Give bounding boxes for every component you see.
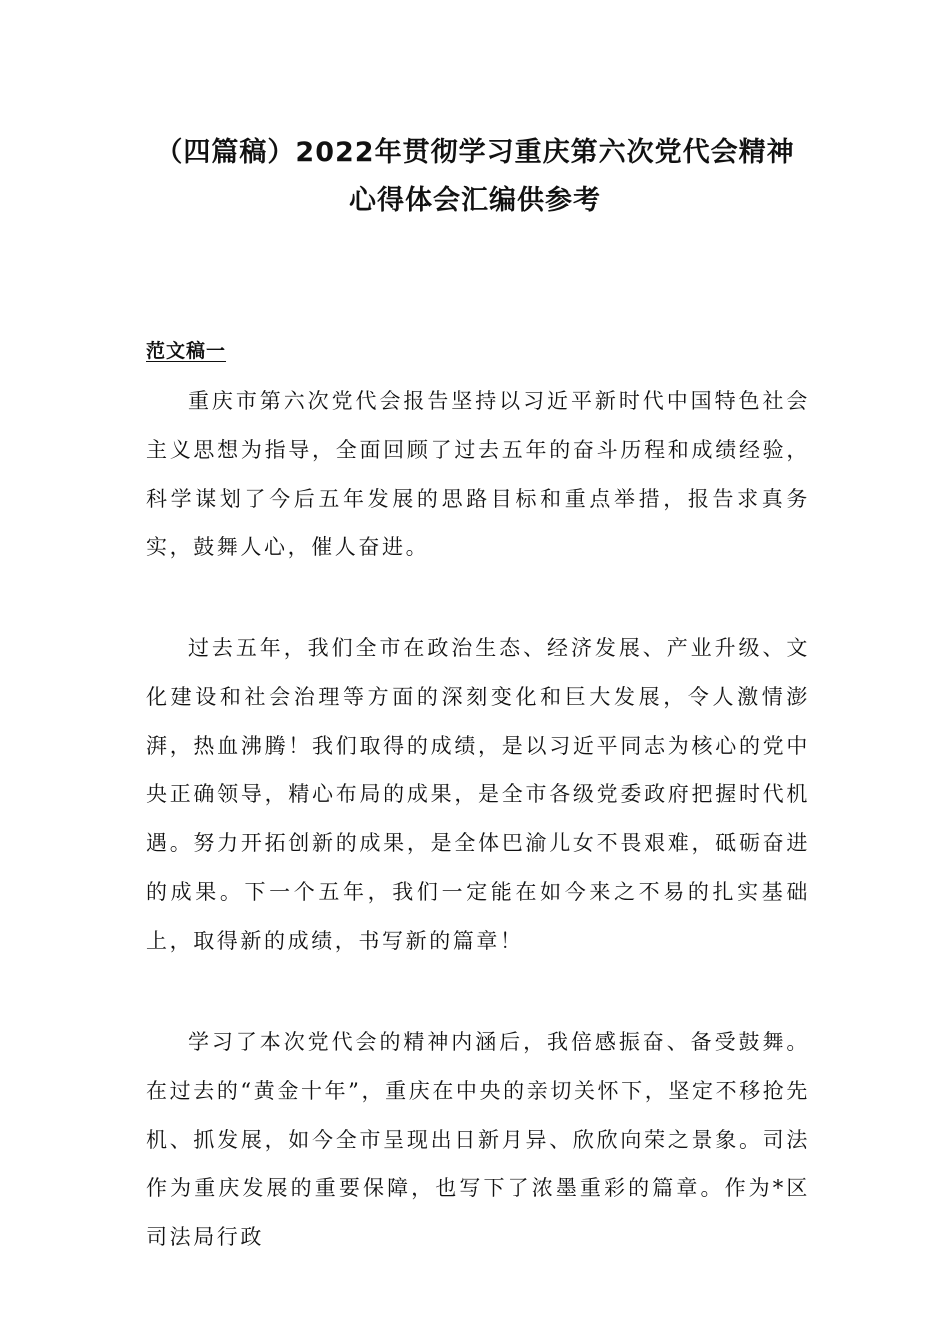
- body-paragraph-2: 过去五年，我们全市在政治生态、经济发展、产业升级、文化建设和社会治理等方面的深刻变化和巨大发展，令人激情澎湃，热血沸腾！我们取得的成绩，是以习近平同志为核心的党中央正确领导，精心布局的成果，是全市各级党委政府把握时代机遇。努力开拓创新的成果，是全体巴渝儿女不畏艰难，砥砺奋进的成果。下一个五年，我们一定能在如今来之不易的扎实基础上，取得新的成绩，书写新的篇章！: [146, 636, 810, 953]
- body-paragraph-3: 学习了本次党代会的精神内涵后，我倍感振奋、备受鼓舞。在过去的“黄金十年”，重庆在中央的亲切关怀下，坚定不移抢先机、抓发展，如今全市呈现出日新月异、欣欣向荣之景象。司法作为重庆发展的重要保障，也写下了浓墨重彩的篇章。作为*区司法局行政: [146, 1030, 810, 1250]
- section-heading: 范文稿一: [146, 340, 227, 362]
- document-title-line-2: 心得体会汇编供参考: [349, 185, 601, 216]
- body-paragraph-1: 重庆市第六次党代会报告坚持以习近平新时代中国特色社会主义思想为指导，全面回顾了过去五年的奋斗历程和成绩经验，科学谋划了今后五年发展的思路目标和重点举措，报告求真务实，鼓舞人心，催人奋进。: [146, 389, 810, 560]
- document-title-line-1: （四篇稿）2022年贯彻学习重庆第六次党代会精神: [155, 137, 795, 168]
